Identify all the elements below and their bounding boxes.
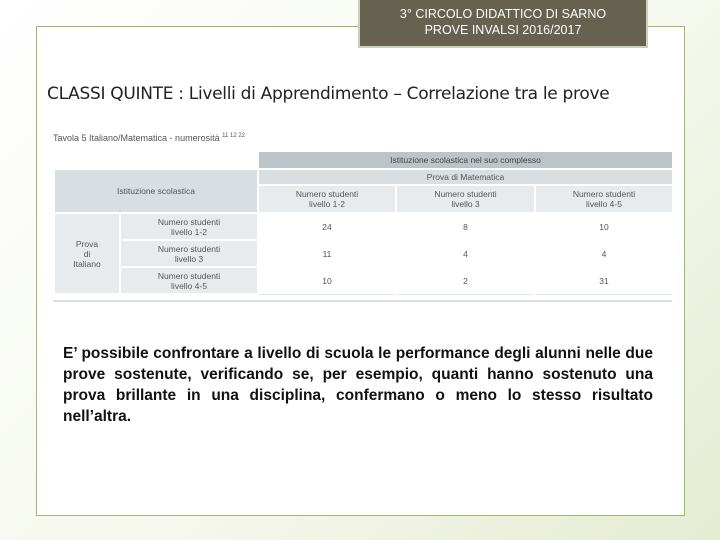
- slide-title: CLASSI QUINTE : Livelli di Apprendimento – Correlazione tra le prove: [47, 84, 610, 104]
- col-header-2: [396, 185, 535, 213]
- row-header-1: [120, 213, 258, 240]
- row-header-2-line2: livello 3: [174, 253, 204, 264]
- row-header-3-line1: Numero studenti: [157, 270, 221, 281]
- header-banner: [358, 0, 648, 48]
- col-header-3: [535, 185, 673, 213]
- row-group-header: [54, 213, 120, 294]
- row-header-1-line2: livello 1-2: [171, 226, 207, 237]
- header-line-1: 3° CIRCOLO DIDATTICO DI SARNO: [399, 7, 607, 21]
- table-cell: 31: [535, 267, 673, 294]
- col-header-3-line2: livello 4-5: [586, 199, 622, 209]
- table-left-header: Istituzione scolastica: [54, 169, 258, 213]
- row-group-line2: di: [83, 248, 91, 259]
- correlation-table: [53, 150, 674, 295]
- col-header-1-line1: Numero studenti: [295, 189, 359, 199]
- table-corner: [54, 151, 258, 169]
- table-bottom-rule: [53, 300, 672, 302]
- header-line-2: PROVE INVALSI 2016/2017: [424, 23, 582, 37]
- row-header-3: [120, 267, 258, 294]
- table-caption-text: Tavola 5 Italiano/Matematica - numerosità: [53, 133, 220, 143]
- table-cell: 10: [535, 213, 673, 240]
- col-header-1: [258, 185, 396, 213]
- row-header-3-line2: livello 4-5: [171, 280, 207, 291]
- col-header-2-line1: Numero studenti: [434, 189, 497, 199]
- col-header-3-line1: Numero studenti: [572, 189, 636, 199]
- col-header-1-line2: livello 1-2: [309, 199, 345, 209]
- row-header-2: [120, 240, 258, 267]
- row-header-1-line1: Numero studenti: [157, 216, 221, 227]
- row-group-line1: Prova: [75, 238, 99, 249]
- body-paragraph: E’ possibile confrontare a livello di scuola le performance degli alunni nelle due prove sostenute, verificando se, per esempio, quanti hanno sostenuto una prova brillante in una disciplina, confermano o meno lo stesso risultato nell’altra.: [63, 345, 653, 425]
- table-caption: [53, 133, 245, 143]
- row-group-line3: Italiano: [73, 258, 101, 269]
- table-cell: 2: [396, 267, 535, 294]
- row-header-2-line1: Numero studenti: [157, 243, 221, 254]
- table-cell: 4: [396, 240, 535, 267]
- table-cell: 24: [258, 213, 396, 240]
- table-cell: 4: [535, 240, 673, 267]
- table-caption-sup: 11 12 22: [222, 133, 246, 139]
- col-header-2-line2: livello 3: [451, 199, 480, 209]
- table-cell: 11: [258, 240, 396, 267]
- table-cell: 10: [258, 267, 396, 294]
- table-col-group-header: Prova di Matematica: [258, 169, 673, 185]
- table-top-header: Istituzione scolastica nel suo complesso: [258, 151, 673, 169]
- table-cell: 8: [396, 213, 535, 240]
